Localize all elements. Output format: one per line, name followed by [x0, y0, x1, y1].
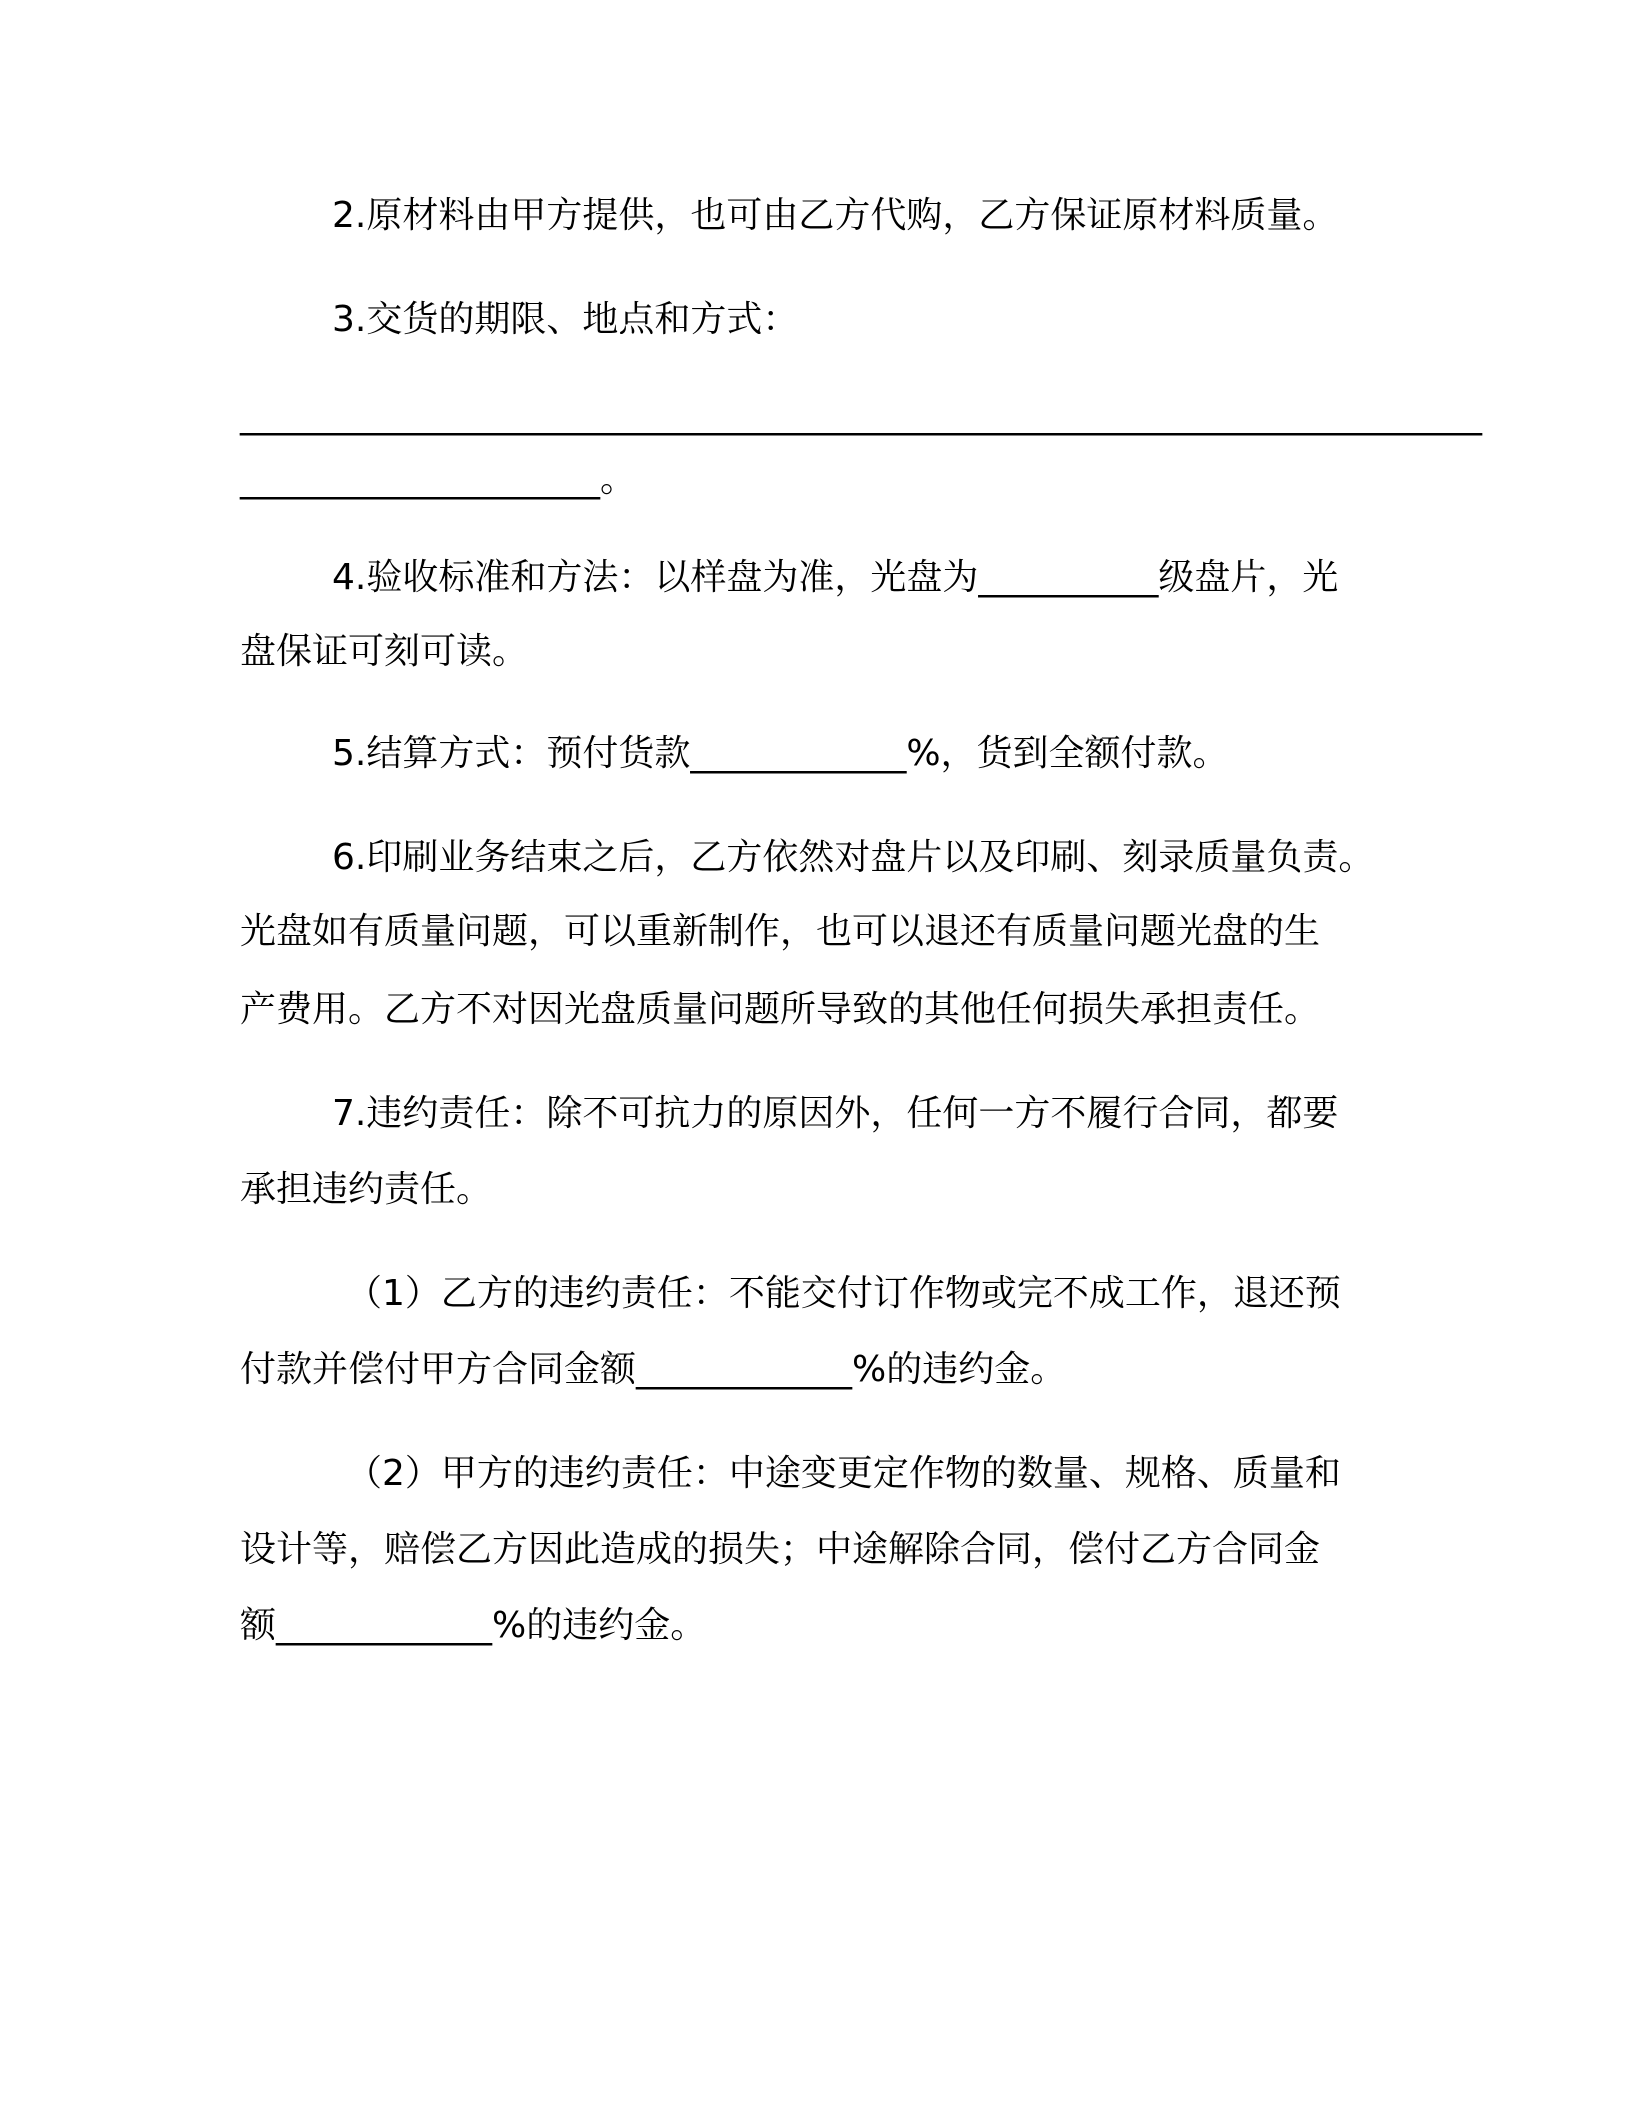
clause-7-2-line-1: （2）甲方的违约责任：中途变更定作物的数量、规格、质量和: [346, 1453, 1341, 1494]
clause-7-line-1: 7.违约责任：除不可抗力的原因外，任何一方不履行合同，都要: [332, 1093, 1339, 1134]
clause-3-blank-line-2: ____________________。: [240, 459, 636, 500]
clause-4-line-2: 盘保证可刻可读。: [240, 631, 529, 672]
clause-3-heading: 3.交货的期限、地点和方式：: [332, 299, 799, 340]
clause-7-1-line-2: 付款并偿付甲方合同金额____________%的违约金。: [240, 1349, 1067, 1390]
clause-2-line-1: 2.原材料由甲方提供，也可由乙方代购，乙方保证原材料质量。: [332, 195, 1339, 236]
clause-6-line-3: 产费用。乙方不对因光盘质量问题所导致的其他任何损失承担责任。: [240, 989, 1321, 1030]
clause-7-2-line-2: 设计等，赔偿乙方因此造成的损失；中途解除合同，偿付乙方合同金: [240, 1529, 1321, 1570]
clause-6-line-2: 光盘如有质量问题，可以重新制作，也可以退还有质量问题光盘的生: [240, 911, 1321, 952]
clause-5-line-1: 5.结算方式：预付货款____________%，货到全额付款。: [332, 733, 1229, 774]
clause-3-blank-line-1: _____________________________________________________________________: [240, 395, 1482, 436]
clause-7-1-line-1: （1）乙方的违约责任：不能交付订作物或完不成工作，退还预: [346, 1273, 1341, 1314]
clause-7-line-2: 承担违约责任。: [240, 1169, 493, 1210]
clause-6-line-1: 6.印刷业务结束之后，乙方依然对盘片以及印刷、刻录质量负责。: [332, 837, 1375, 878]
clause-4-line-1: 4.验收标准和方法：以样盘为准，光盘为__________级盘片，光: [332, 557, 1339, 598]
clause-7-2-line-3: 额____________%的违约金。: [240, 1605, 707, 1646]
